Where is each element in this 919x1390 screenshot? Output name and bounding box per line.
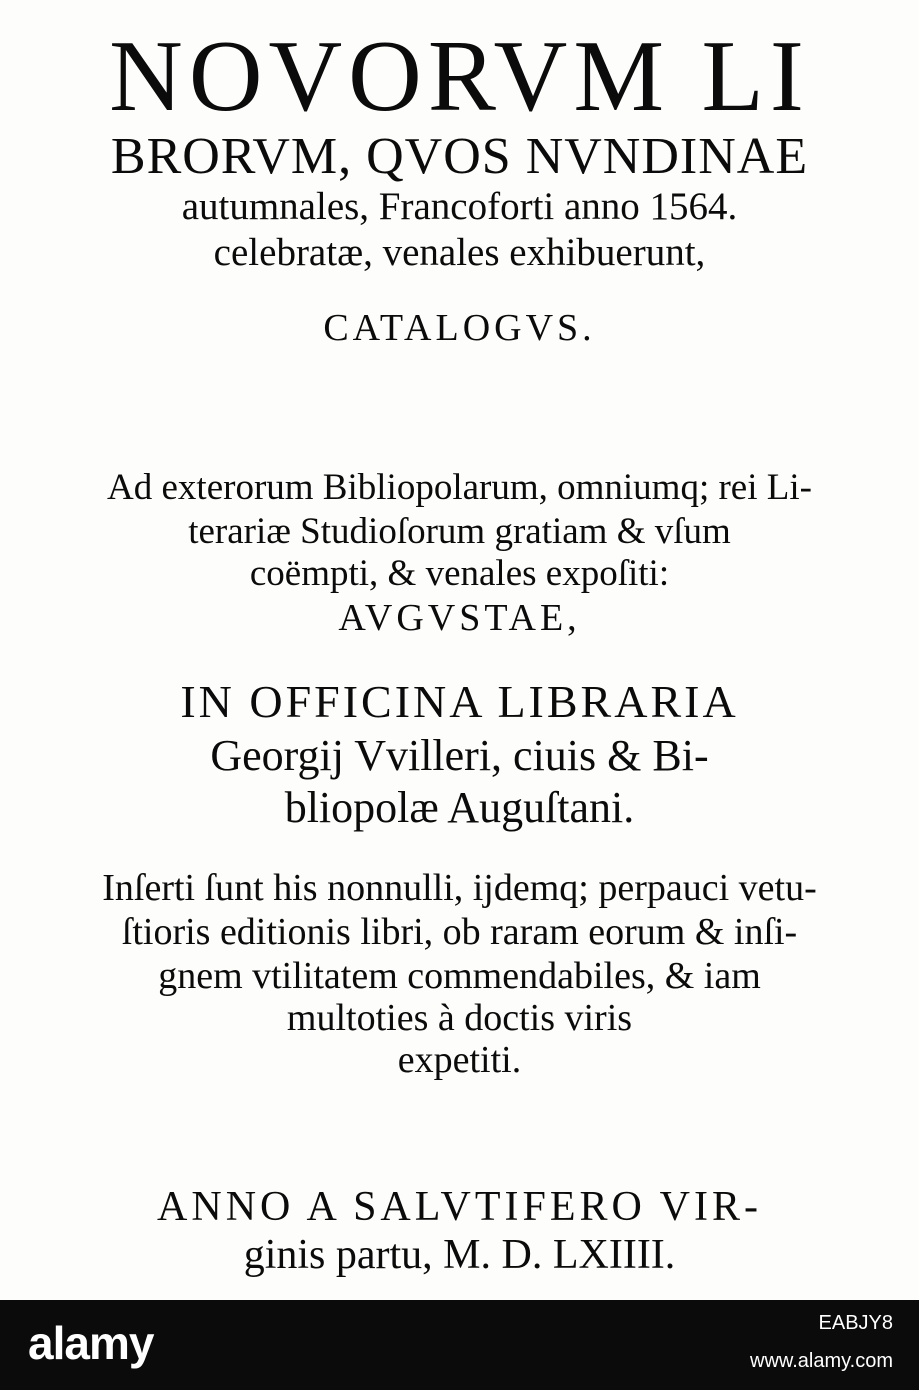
catalogus-heading: CATALOGVS. bbox=[323, 307, 596, 349]
note-line-2: ſtioris editionis libri, ob raram eorum & inſi- bbox=[121, 911, 798, 953]
stock-footer-bar bbox=[0, 1300, 919, 1390]
note-line-4: multoties à doctis viris bbox=[286, 997, 633, 1039]
dedication-line-3: coëmpti, & venales expoſiti: bbox=[249, 553, 670, 594]
place-heading: AVGVSTAE, bbox=[338, 597, 581, 639]
title-line-3: autumnales, Francoforti anno 1564. bbox=[181, 185, 738, 228]
brand-logo: alamy bbox=[28, 1317, 154, 1369]
printer-line-1: Georgij Vvilleri, ciuis & Bi- bbox=[210, 731, 709, 780]
note-line-3: gnem vtilitatem commendabiles, & iam bbox=[158, 955, 761, 997]
dedication-line-1: Ad exterorum Bibliopolarum, omniumq; rei Li- bbox=[107, 467, 812, 508]
printer-heading: IN OFFICINA LIBRARIA bbox=[180, 676, 739, 727]
title-line-2: BRORVM, QVOS NVNDINAE bbox=[110, 128, 809, 185]
image-code: EABJY8 bbox=[818, 1312, 893, 1334]
title-line-1: NOVORVM LI bbox=[109, 20, 810, 133]
note-line-1: Inſerti ſunt his nonnulli, ijdemq; perpauci vetu- bbox=[102, 867, 817, 909]
title-line-4: celebratæ, venales exhibuerunt, bbox=[213, 231, 706, 274]
date-line-2: ginis partu, M. D. LXIIII. bbox=[243, 1232, 676, 1278]
dedication-line-2: terariæ Studioſorum gratiam & vſum bbox=[188, 511, 731, 552]
printer-line-2: bliopolæ Auguſtani. bbox=[284, 783, 635, 832]
date-line-1: ANNO A SALVTIFERO VIR- bbox=[157, 1184, 762, 1230]
note-line-5: expetiti. bbox=[397, 1039, 522, 1081]
footer-url: www.alamy.com bbox=[750, 1350, 893, 1372]
